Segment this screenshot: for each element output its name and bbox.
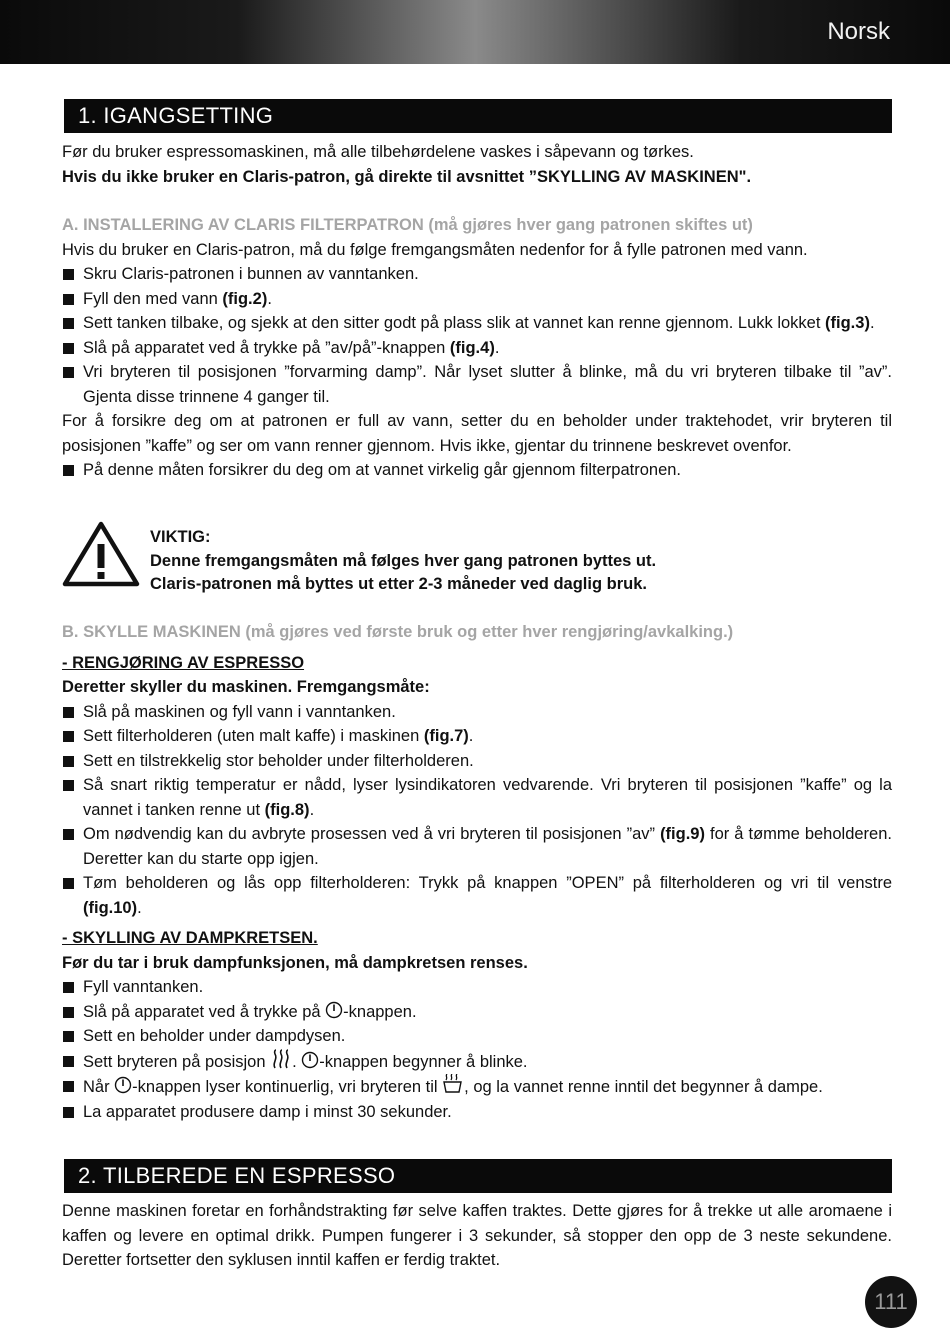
list-item-end: . bbox=[494, 338, 500, 357]
list-item-text: La apparatet produsere damp i minst 30 sekunder. bbox=[83, 1102, 452, 1121]
list-item-text: Slå på maskinen og fyll vann i vanntanken. bbox=[83, 702, 396, 721]
square-bullet-icon bbox=[63, 1107, 74, 1118]
figure-reference: (fig.9) bbox=[660, 825, 705, 843]
list-item bbox=[62, 822, 892, 871]
rinse-steam-lead: Før du tar i bruk dampfunksjonen, må dampkretsen renses. bbox=[62, 953, 528, 972]
list-item bbox=[62, 336, 892, 361]
list-item-text: Om nødvendig kan du avbryte prosessen ved å vri bryteren til posisjonen ”av” bbox=[83, 825, 661, 843]
list-item-text: Sett en tilstrekkelig stor beholder under filterholderen. bbox=[83, 751, 474, 770]
square-bullet-icon bbox=[63, 1007, 74, 1018]
warning-line-1: Denne fremgangsmåten må følges hver gang patronen byttes ut. bbox=[150, 551, 657, 570]
list-item bbox=[62, 1049, 892, 1075]
list-item-text: Tøm beholderen og lås opp filterholderen: Trykk på knappen ”OPEN” på filterholderen og vri til venstre bbox=[83, 874, 892, 892]
list-item-text: Sett filterholderen (uten malt kaffe) i maskinen bbox=[83, 727, 424, 745]
list-item-end: , og la vannet renne inntil det begynner å dampe. bbox=[464, 1078, 823, 1096]
list-item-end: for å tømme beholderen. Deretter kan du starte opp igjen. bbox=[83, 825, 892, 868]
power-icon bbox=[325, 1001, 343, 1019]
list-item-text: På denne måten forsikrer du deg om at vannet virkelig går gjennom filterpatronen. bbox=[83, 461, 682, 479]
list-item-end: -knappen begynner å blinke. bbox=[319, 1052, 528, 1071]
list-item-end: . bbox=[869, 314, 875, 332]
rinse-steam-title: - SKYLLING AV DAMPKRETSEN. bbox=[62, 929, 318, 947]
square-bullet-icon bbox=[63, 343, 74, 354]
list-item-end: . bbox=[137, 898, 142, 917]
list-item bbox=[62, 1074, 892, 1100]
subsection-a bbox=[62, 213, 892, 483]
list-item bbox=[62, 1024, 892, 1049]
square-bullet-icon bbox=[63, 269, 74, 280]
list-item bbox=[62, 360, 892, 409]
list-item bbox=[62, 871, 892, 920]
figure-reference: (fig.7) bbox=[423, 727, 469, 745]
warning-triangle-icon bbox=[62, 520, 140, 588]
page-number: 111 bbox=[865, 1276, 917, 1328]
list-item-end: -knappen. bbox=[343, 1002, 417, 1021]
header-bar bbox=[0, 0, 950, 64]
language-label: Norsk bbox=[827, 18, 890, 45]
list-item-text: Vri bryteren til posisjonen ”forvarming damp”. Når lyset slutter å blinke, må du vri bryteren tilbake til ”av”. Gjenta disse trinnene 4 ganger til. bbox=[83, 363, 892, 406]
square-bullet-icon bbox=[63, 1031, 74, 1042]
list-item-text: Når bbox=[83, 1078, 115, 1096]
section2-body bbox=[62, 1199, 892, 1273]
subsection-b bbox=[62, 620, 892, 1124]
square-bullet-icon bbox=[63, 780, 74, 791]
rinse-espresso-title: - RENGJØRING AV ESPRESSO bbox=[62, 653, 305, 672]
square-bullet-icon bbox=[63, 878, 74, 889]
list-item-text: Sett bryteren på posisjon bbox=[83, 1052, 271, 1071]
list-item bbox=[62, 773, 892, 822]
list-item-end: . bbox=[468, 727, 474, 745]
figure-reference: (fig.10) bbox=[83, 898, 138, 917]
list-item bbox=[62, 458, 892, 483]
subsection-a-title: A. INSTALLERING AV CLARIS FILTERPATRON bbox=[62, 216, 424, 234]
square-bullet-icon bbox=[63, 1056, 74, 1067]
list-item bbox=[62, 975, 892, 1000]
list-item bbox=[62, 262, 892, 287]
square-bullet-icon bbox=[63, 707, 74, 718]
figure-reference: (fig.2) bbox=[222, 289, 268, 308]
subsection-a-note: (må gjøres hver gang patronen skiftes ut) bbox=[428, 216, 753, 234]
list-item bbox=[62, 1100, 892, 1125]
list-item bbox=[62, 749, 892, 774]
hot-water-icon bbox=[442, 1074, 464, 1094]
square-bullet-icon bbox=[63, 731, 74, 742]
list-item-text: Så snart riktig temperatur er nådd, lyser lysindikatoren vedvarende. Vri bryteren til posisjonen ”kaffe” og la vannet i tanken renne ut bbox=[83, 776, 892, 819]
subsection-a-heading bbox=[62, 213, 892, 238]
list-item-text: Fyll vanntanken. bbox=[83, 978, 204, 996]
list-item bbox=[62, 1000, 892, 1025]
list-item bbox=[62, 700, 892, 725]
square-bullet-icon bbox=[63, 982, 74, 993]
subsection-b-heading bbox=[62, 620, 892, 645]
warning-line-2: Claris-patronen må byttes ut etter 2-3 måneder ved daglig bruk. bbox=[150, 575, 647, 593]
square-bullet-icon bbox=[63, 1081, 74, 1092]
square-bullet-icon bbox=[63, 465, 74, 476]
power-icon bbox=[301, 1051, 319, 1069]
list-item-end: . bbox=[267, 289, 272, 308]
square-bullet-icon bbox=[63, 367, 74, 378]
list-item-text: Skru Claris-patronen i bunnen av vanntanken. bbox=[83, 265, 419, 283]
square-bullet-icon bbox=[63, 756, 74, 767]
list-item-text-2: . bbox=[292, 1052, 302, 1071]
figure-reference: (fig.4) bbox=[449, 338, 495, 357]
list-item-text-2: -knappen lyser kontinuerlig, vri bryteren til bbox=[132, 1078, 443, 1096]
list-item-text: Slå på apparatet ved å trykke på bbox=[83, 1002, 326, 1021]
section2-paragraph: Denne maskinen foretar en forhåndstrakting før selve kaffen traktes. Dette gjøres for å trekke ut alle aromaene i kaffen og levere en optimal drikk. Pumpen fungerer i 3 sekunder, så stopper den opp de 3 neste sekundene. Deretter fortsetter den syklusen inntil kaffen er ferdig traktet. bbox=[62, 1202, 892, 1269]
figure-reference: (fig.3) bbox=[825, 314, 870, 332]
square-bullet-icon bbox=[63, 318, 74, 329]
subsection-a-lead: Hvis du bruker en Claris-patron, må du følge fremgangsmåten nedenfor for å fylle patronen med vann. bbox=[62, 240, 808, 259]
subsection-a-paragraph: For å forsikre deg om at patronen er full av vann, setter du en beholder under traktehodet, vrir bryteren til posisjonen ”kaffe” og ser om vann renner gjennom. Hvis ikke, gjentar du trinnene beskrevet ovenfor. bbox=[62, 412, 892, 455]
list-item bbox=[62, 287, 892, 312]
list-item-text: Slå på apparatet ved å trykke på ”av/på”-knappen bbox=[83, 338, 450, 357]
section-title-igangsetting: 1. IGANGSETTING bbox=[64, 99, 892, 133]
list-item-end: . bbox=[309, 800, 315, 819]
list-item bbox=[62, 311, 892, 336]
list-item-text: Sett en beholder under dampdysen. bbox=[83, 1027, 346, 1045]
subsection-b-title: B. SKYLLE MASKINEN bbox=[62, 623, 241, 641]
intro-bold-text: Hvis du ikke bruker en Claris-patron, gå direkte til avsnittet ”SKYLLING AV MASKINEN". bbox=[62, 167, 752, 186]
list-item-text: Sett tanken tilbake, og sjekk at den sitter godt på plass slik at vannet kan renne gjennom. Lukk lokket bbox=[83, 314, 826, 332]
warning-text bbox=[150, 526, 656, 597]
subsection-b-note: (må gjøres ved første bruk og etter hver rengjøring/avkalking.) bbox=[245, 623, 734, 641]
square-bullet-icon bbox=[63, 294, 74, 305]
square-bullet-icon bbox=[63, 829, 74, 840]
list-item-text: Fyll den med vann bbox=[83, 289, 223, 308]
section1-body bbox=[62, 140, 892, 189]
warning-box bbox=[62, 520, 892, 600]
warning-title: VIKTIG: bbox=[150, 528, 211, 546]
power-icon bbox=[114, 1076, 132, 1094]
list-item bbox=[62, 724, 892, 749]
section-title-tilberede: 2. TILBEREDE EN ESPRESSO bbox=[64, 1159, 892, 1193]
rinse-espresso-lead: Deretter skyller du maskinen. Fremgangsmåte: bbox=[62, 678, 430, 696]
figure-reference: (fig.8) bbox=[264, 800, 310, 819]
intro-text: Før du bruker espressomaskinen, må alle tilbehørdelene vaskes i såpevann og tørkes. bbox=[62, 143, 694, 161]
steam-icon bbox=[270, 1049, 292, 1069]
